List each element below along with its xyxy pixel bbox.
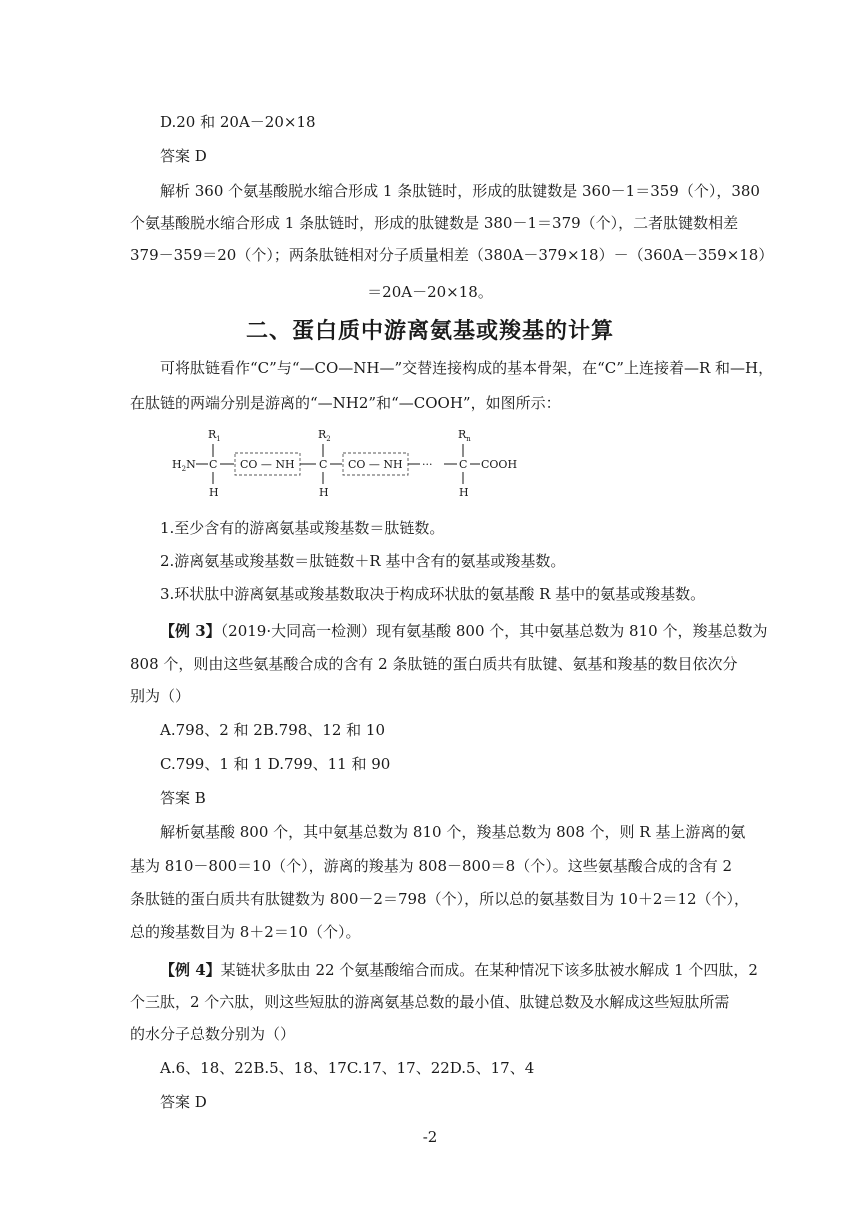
alpha-carbon: C bbox=[319, 458, 328, 471]
question-line: 个三肽，2 个六肽，则这些短肽的游离氨基总数的最小值、肽键总数及水解成这些短肽所需 bbox=[130, 993, 730, 1011]
page-number: -2 bbox=[422, 1128, 438, 1146]
example-3-question: 【例 3】（2019·大同高一检测）现有氨基酸 800 个，其中氨基总数为 810 个，羧基总数为 bbox=[160, 622, 768, 640]
peptide-bond-label: CO — NH bbox=[348, 458, 403, 471]
analysis-line: 379－359＝20（个）；两条肽链相对分子质量相差（380A－379×18）－（360A－359×18） bbox=[130, 246, 774, 264]
example-tag: 【例 4】 bbox=[160, 961, 221, 979]
answer-line: 答案 B bbox=[160, 789, 206, 807]
rule-item: 3.环状肽中游离氨基或羧基数取决于构成环状肽的氨基酸 R 基中的氨基或羧基数。 bbox=[160, 585, 706, 603]
analysis-line: 条肽链的蛋白质共有肽键数为 800－2＝798（个），所以总的氨基数目为 10＋2＝12（个）， bbox=[130, 890, 750, 908]
hydrogen-label: H bbox=[209, 486, 219, 499]
example-tag: 【例 3】 bbox=[160, 622, 221, 640]
analysis-line: 个氨基酸脱水缩合形成 1 条肽链时，形成的肽键数是 380－1＝379（个），二者肽键数相差 bbox=[130, 214, 739, 232]
chain-continuation: ··· bbox=[422, 458, 433, 471]
options-line: A.798、2 和 2B.798、12 和 10 bbox=[160, 721, 385, 739]
rn-label: $R_n$ bbox=[458, 428, 471, 443]
analysis-line: 解析 360 个氨基酸脱水缩合形成 1 条肽链时，形成的肽键数是 360－1＝359（个），380 bbox=[160, 182, 760, 200]
intro-line: 在肽链的两端分别是游离的“—NH2”和“—COOH”，如图所示： bbox=[130, 394, 561, 412]
hydrogen-label: H bbox=[319, 486, 329, 499]
option-d: D.20 和 20A－20×18 bbox=[160, 113, 316, 131]
analysis-line: ＝20A－20×18。 bbox=[367, 283, 493, 301]
analysis-line: 总的羧基数目为 8＋2＝10（个）。 bbox=[130, 923, 361, 941]
question-line: 808 个，则由这些氨基酸合成的含有 2 条肽链的蛋白质共有肽键、氨基和羧基的数目依次分 bbox=[130, 655, 738, 673]
rule-item: 1.至少含有的游离氨基或羧基数＝肽链数。 bbox=[160, 519, 445, 537]
carboxyl-terminus: COOH bbox=[481, 458, 518, 471]
intro-line: 可将肽链看作“C”与“—CO—NH—”交替连接构成的基本骨架，在“C”上连接着—R 和—H， bbox=[160, 359, 774, 377]
alpha-carbon: C bbox=[459, 458, 468, 471]
answer-line: 答案 D bbox=[160, 1093, 207, 1111]
alpha-carbon: C bbox=[209, 458, 218, 471]
question-line: 别为（） bbox=[130, 687, 191, 705]
r1-label: $R_1$ bbox=[208, 428, 221, 443]
analysis-line: 基为 810－800＝10（个），游离的羧基为 808－800＝8（个）。这些氨基酸合成的含有 2 bbox=[130, 857, 733, 875]
section-title: 二、蛋白质中游离氨基或羧基的计算 bbox=[245, 318, 614, 344]
analysis-line: 解析氨基酸 800 个，其中氨基总数为 810 个，羧基总数为 808 个，则 R 基上游离的氨 bbox=[160, 823, 746, 841]
amino-terminus: $H_2N$ bbox=[172, 458, 196, 473]
hydrogen-label: H bbox=[459, 486, 469, 499]
rule-item: 2.游离氨基或羧基数＝肽链数＋R 基中含有的氨基或羧基数。 bbox=[160, 552, 566, 570]
r2-label: $R_2$ bbox=[318, 428, 331, 443]
options-line: C.799、1 和 1 D.799、11 和 90 bbox=[160, 755, 391, 773]
peptide-bond-label: CO — NH bbox=[240, 458, 295, 471]
question-line: 的水分子总数分别为（） bbox=[130, 1025, 296, 1043]
answer-line: 答案 D bbox=[160, 147, 207, 165]
peptide-chain-diagram bbox=[168, 426, 528, 502]
example-4-question: 【例 4】某链状多肽由 22 个氨基酸缩合而成。在某种情况下该多肽被水解成 1 个四肽，2 bbox=[160, 961, 758, 979]
options-line: A.6、18、22B.5、18、17C.17、17、22D.5、17、4 bbox=[160, 1059, 535, 1077]
